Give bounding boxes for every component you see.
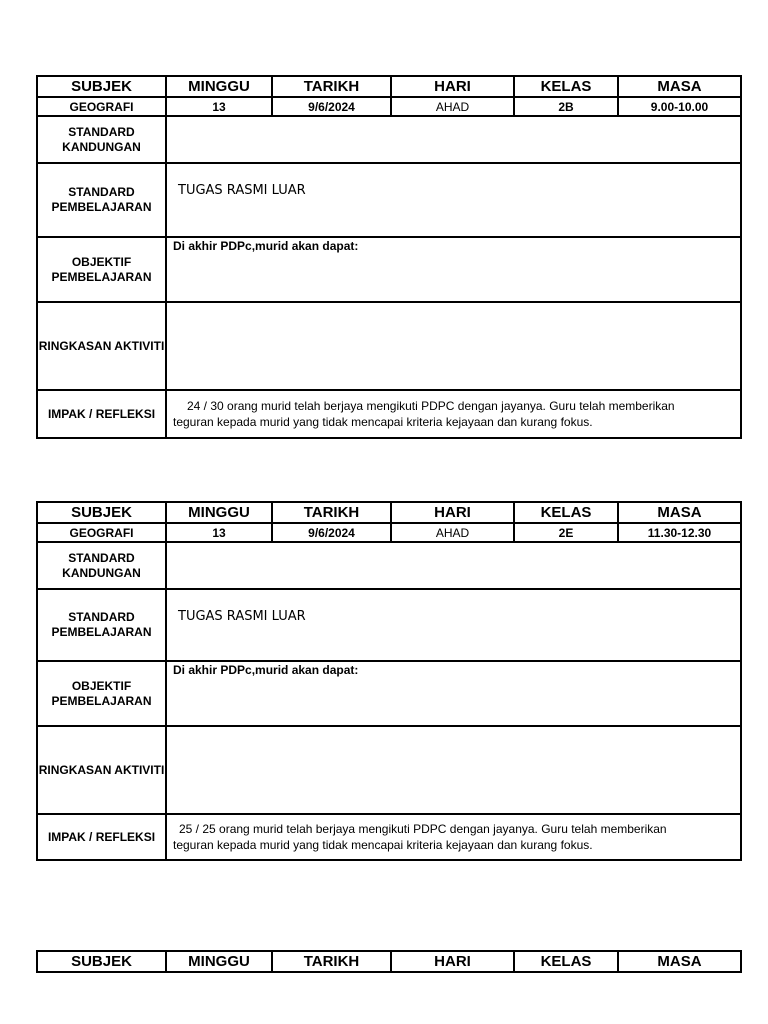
- ringkasan-row: [37, 302, 741, 390]
- standard-pembelajaran-row: [37, 589, 741, 661]
- header-subjek: SUBJEK: [37, 76, 166, 97]
- header-kelas: KELAS: [514, 951, 618, 972]
- impak-line-1: 24 / 30 orang murid telah berjaya mengikuti PDPC dengan jayanya. Guru telah memberikan: [187, 399, 675, 413]
- header-masa: MASA: [618, 502, 741, 523]
- ringkasan-row: [37, 726, 741, 814]
- ringkasan-label: RINGKASAN AKTIVITI: [37, 726, 166, 814]
- impak-content: [166, 390, 741, 438]
- tarikh-value: 9/6/2024: [272, 523, 391, 542]
- header-masa: MASA: [618, 76, 741, 97]
- hari-value: AHAD: [391, 97, 514, 116]
- standard-pembelajaran-row: [37, 163, 741, 237]
- header-minggu: MINGGU: [166, 951, 272, 972]
- header-row: [37, 76, 741, 97]
- kelas-value: 2B: [514, 97, 618, 116]
- standard-pembelajaran-content: TUGAS RASMI LUAR: [166, 589, 741, 661]
- header-kelas: KELAS: [514, 502, 618, 523]
- standard-kandungan-label: STANDARD KANDUNGAN: [37, 116, 166, 163]
- impak-line-2: teguran kepada murid yang tidak mencapai kriteria kejayaan dan kurang fokus.: [173, 415, 593, 429]
- standard-pembelajaran-content: TUGAS RASMI LUAR: [166, 163, 741, 237]
- ringkasan-content: [166, 302, 741, 390]
- masa-value: 11.30-12.30: [618, 523, 741, 542]
- subjek-value: GEOGRAFI: [37, 523, 166, 542]
- header-subjek: SUBJEK: [37, 951, 166, 972]
- header-minggu: MINGGU: [166, 76, 272, 97]
- value-row: [37, 97, 741, 116]
- standard-kandungan-row: [37, 542, 741, 589]
- minggu-value: 13: [166, 97, 272, 116]
- impak-content: [166, 814, 741, 860]
- header-tarikh: TARIKH: [272, 76, 391, 97]
- header-row: [37, 951, 741, 972]
- header-row: [37, 502, 741, 523]
- tarikh-value: 9/6/2024: [272, 97, 391, 116]
- objektif-row: [37, 237, 741, 302]
- standard-pembelajaran-label: STANDARD PEMBELAJARAN: [37, 589, 166, 661]
- kelas-value: 2E: [514, 523, 618, 542]
- standard-kandungan-label: STANDARD KANDUNGAN: [37, 542, 166, 589]
- objektif-row: [37, 661, 741, 726]
- objektif-content: Di akhir PDPc,murid akan dapat:: [166, 237, 741, 302]
- lesson-record-table: [36, 75, 742, 439]
- lesson-record-table: [36, 501, 742, 861]
- impak-row: [37, 814, 741, 860]
- header-hari: HARI: [391, 502, 514, 523]
- header-subjek: SUBJEK: [37, 502, 166, 523]
- ringkasan-content: [166, 726, 741, 814]
- header-hari: HARI: [391, 76, 514, 97]
- ringkasan-label: RINGKASAN AKTIVITI: [37, 302, 166, 390]
- minggu-value: 13: [166, 523, 272, 542]
- standard-pembelajaran-label: STANDARD PEMBELAJARAN: [37, 163, 166, 237]
- impak-label: IMPAK / REFLEKSI: [37, 814, 166, 860]
- standard-kandungan-content: [166, 116, 741, 163]
- impak-line-2: teguran kepada murid yang tidak mencapai kriteria kejayaan dan kurang fokus.: [173, 838, 593, 852]
- impak-line-1: 25 / 25 orang murid telah berjaya mengikuti PDPC dengan jayanya. Guru telah memberikan: [179, 822, 667, 836]
- header-tarikh: TARIKH: [272, 951, 391, 972]
- hari-value: AHAD: [391, 523, 514, 542]
- header-hari: HARI: [391, 951, 514, 972]
- header-minggu: MINGGU: [166, 502, 272, 523]
- value-row: [37, 523, 741, 542]
- impak-row: [37, 390, 741, 438]
- lesson-record-table: [36, 950, 742, 973]
- standard-kandungan-row: [37, 116, 741, 163]
- objektif-label: OBJEKTIF PEMBELAJARAN: [37, 661, 166, 726]
- header-masa: MASA: [618, 951, 741, 972]
- subjek-value: GEOGRAFI: [37, 97, 166, 116]
- objektif-label: OBJEKTIF PEMBELAJARAN: [37, 237, 166, 302]
- objektif-content: Di akhir PDPc,murid akan dapat:: [166, 661, 741, 726]
- impak-label: IMPAK / REFLEKSI: [37, 390, 166, 438]
- header-kelas: KELAS: [514, 76, 618, 97]
- header-tarikh: TARIKH: [272, 502, 391, 523]
- masa-value: 9.00-10.00: [618, 97, 741, 116]
- standard-kandungan-content: [166, 542, 741, 589]
